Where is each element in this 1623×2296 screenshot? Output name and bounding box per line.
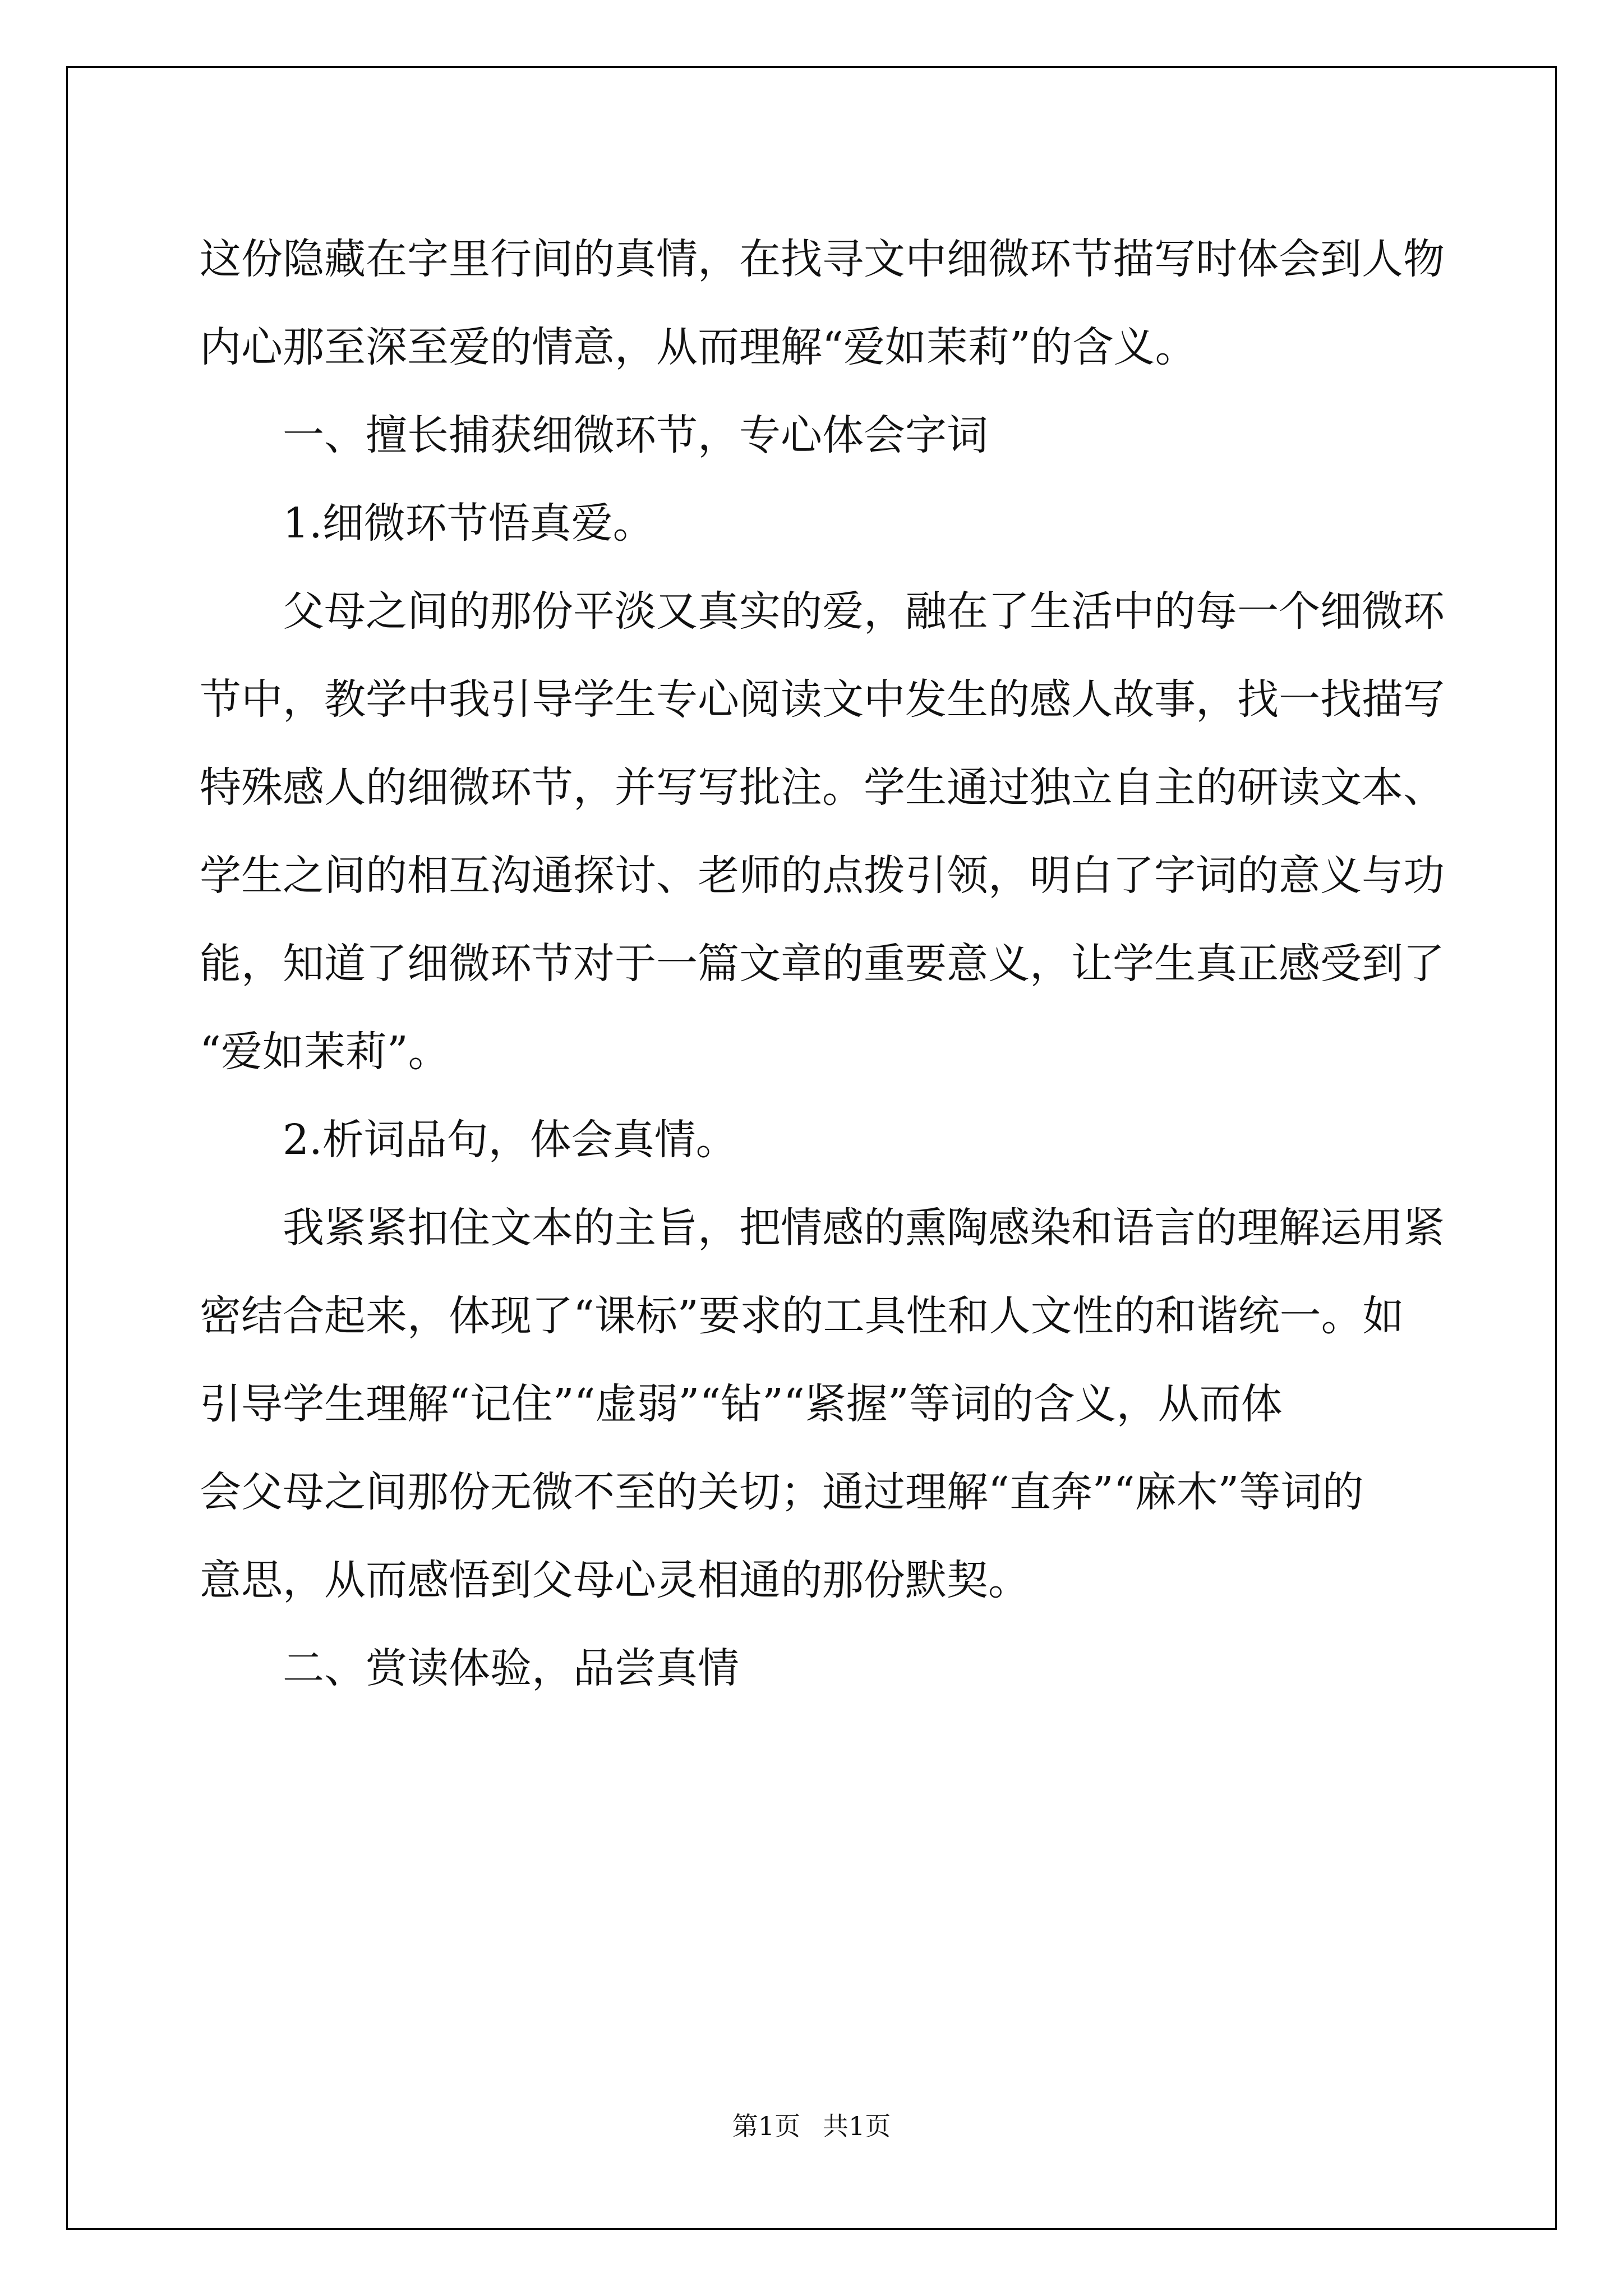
page-total: 共1页 [823,2111,891,2141]
page-number: 第1页 [732,2111,800,2141]
text-line: 能，知道了细微环节对于一篇文章的重要意义，让学生真正感受到了 [200,940,1445,988]
page-footer [0,2109,1623,2143]
text-line: 节中，教学中我引导学生专心阅读文中发生的感人故事，找一找描写 [200,675,1445,724]
text-line: 意思，从而感悟到父母心灵相通的那份默契。 [200,1556,1030,1604]
text-line: 内心那至深至爱的情意，从而理解“爱如茉莉”的含义。 [200,323,1197,371]
text-line: 父母之间的那份平淡又真实的爱，融在了生活中的每一个细微环 [283,587,1445,636]
text-line: 学生之间的相互沟通探讨、老师的点拨引领，明白了字词的意义与功 [200,852,1445,900]
text-line: 引导学生理解“记住”“虚弱”“钻”“紧握”等词的含义，从而体 [200,1380,1283,1428]
section-heading: 一、擅长捕获细微环节，专心体会字词 [283,411,988,459]
text-line: 会父母之间那份无微不至的关切；通过理解“直奔”“麻木”等词的 [200,1468,1364,1516]
text-line: 我紧紧扣住文本的主旨，把情感的熏陶感染和语言的理解运用紧 [283,1204,1445,1252]
document-body [200,215,1445,1713]
text-line: 特殊感人的细微环节，并写写批注。学生通过独立自主的研读文本、 [200,763,1445,812]
text-line: 这份隐藏在字里行间的真情，在找寻文中细微环节描写时体会到人物 [200,235,1445,283]
text-line: 密结合起来，体现了“课标”要求的工具性和人文性的和谐统一。如 [200,1292,1404,1340]
section-heading: 二、赏读体验，品尝真情 [283,1644,739,1692]
subsection-heading: 1.细微环节悟真爱。 [283,499,654,547]
text-line: “爱如茉莉”。 [200,1028,450,1076]
subsection-heading: 2.析词品句，体会真情。 [283,1116,737,1164]
